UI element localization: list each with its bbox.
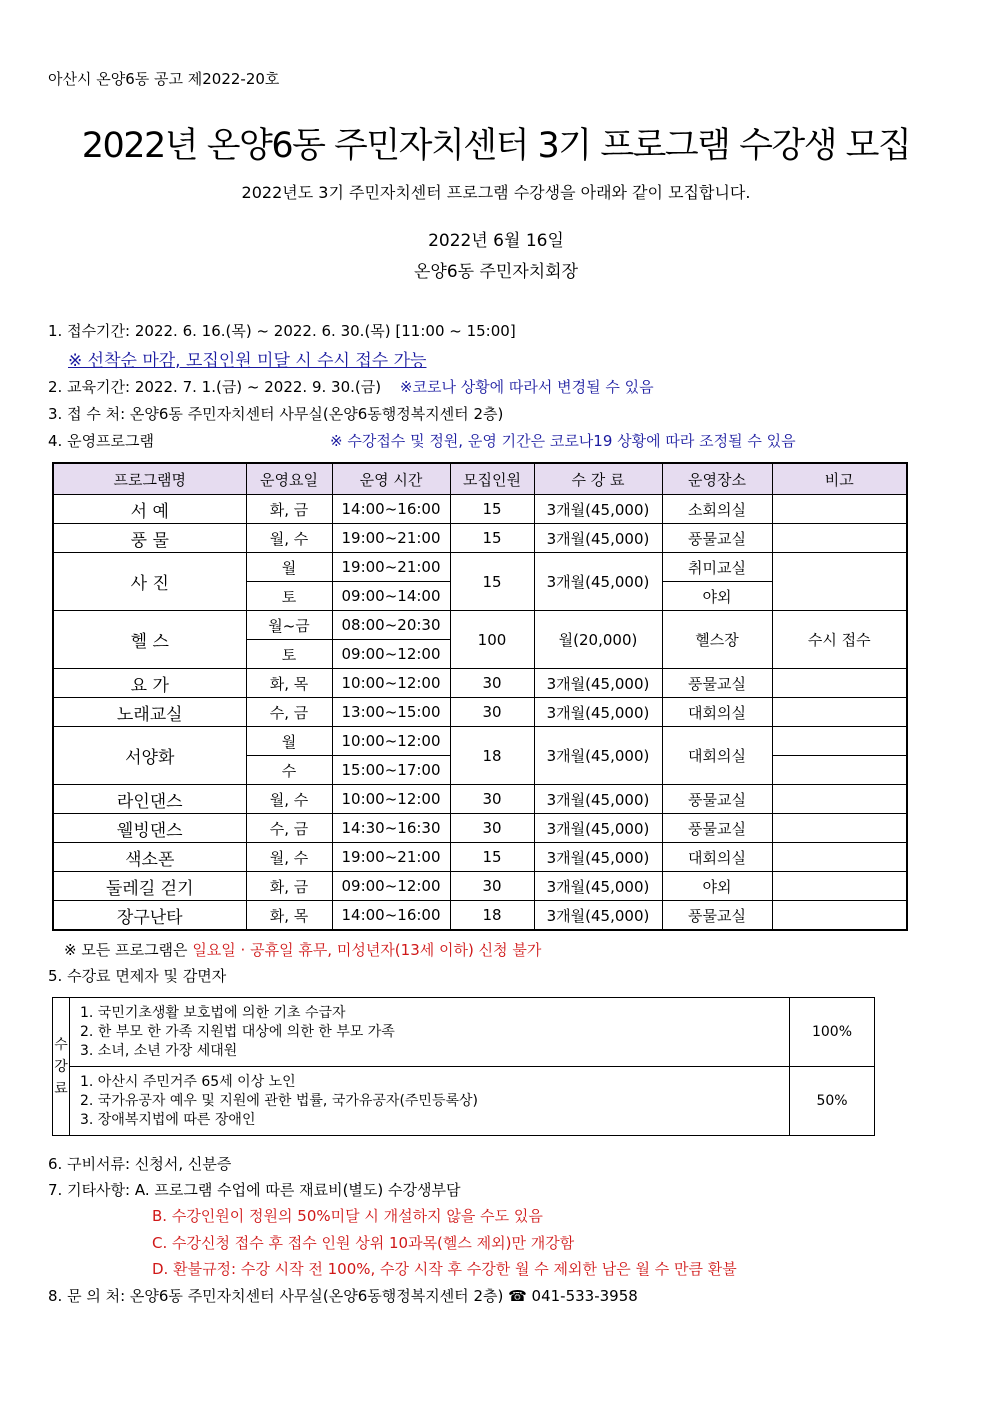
- program-name: 색소폰: [53, 843, 246, 872]
- program-time: 08:00~20:30: [332, 611, 450, 640]
- program-name: 웰빙댄스: [53, 814, 246, 843]
- fee-label-char: 강: [54, 1058, 68, 1075]
- fee-group-full: [70, 998, 790, 1067]
- program-place: 헬스장: [662, 611, 772, 669]
- program-capacity: 15: [450, 495, 534, 524]
- program-capacity: 18: [450, 901, 534, 931]
- program-name: 서 예: [53, 495, 246, 524]
- program-capacity: 18: [450, 727, 534, 785]
- program-general-note: [64, 939, 541, 960]
- list-item: 2. 한 부모 한 가족 지원법 대상에 의한 한 부모 가족: [80, 1023, 395, 1040]
- program-day: 월, 수: [246, 785, 332, 814]
- program-note: [772, 785, 907, 814]
- program-place: 풍물교실: [662, 901, 772, 931]
- col-header-fee: 수 강 료: [534, 463, 662, 495]
- col-header-day: 운영요일: [246, 463, 332, 495]
- program-day: 수: [246, 756, 332, 785]
- program-fee: 월(20,000): [534, 611, 662, 669]
- col-header-time: 운영 시간: [332, 463, 450, 495]
- table-row: [53, 1067, 875, 1136]
- program-note: [772, 901, 907, 931]
- program-note: [772, 727, 907, 756]
- program-note-highlight: 일요일 · 공휴일 휴무, 미성년자(13세 이하) 신청 불가: [192, 941, 542, 959]
- program-name: 노래교실: [53, 698, 246, 727]
- program-fee: 3개월(45,000): [534, 495, 662, 524]
- item-required-documents: 6. 구비서류: 신청서, 신분증: [48, 1155, 232, 1173]
- program-name: 사 진: [53, 553, 246, 611]
- program-day: 토: [246, 640, 332, 669]
- table-row: [53, 727, 907, 756]
- program-day: 화, 목: [246, 901, 332, 931]
- program-fee: 3개월(45,000): [534, 553, 662, 611]
- program-day: 토: [246, 582, 332, 611]
- table-row: [53, 553, 907, 582]
- item-reception-place: 3. 접 수 처: 온양6동 주민자치센터 사무실(온양6동행정복지센터 2층): [48, 405, 504, 423]
- item-education-period: [48, 376, 654, 397]
- program-time: 19:00~21:00: [332, 524, 450, 553]
- program-time: 10:00~12:00: [332, 727, 450, 756]
- program-note: [772, 756, 907, 785]
- item-contact: 8. 문 의 처: 온양6동 주민자치센터 사무실(온양6동행정복지센터 2층) ☎ 041-533-3958: [48, 1287, 638, 1305]
- item-other-c: C. 수강신청 접수 후 접수 인원 상위 10과목(헬스 제외)만 개강함: [152, 1234, 575, 1252]
- program-fee: 3개월(45,000): [534, 698, 662, 727]
- program-place: 풍물교실: [662, 524, 772, 553]
- program-time: 10:00~12:00: [332, 669, 450, 698]
- program-time: 09:00~12:00: [332, 640, 450, 669]
- program-fee: 3개월(45,000): [534, 727, 662, 785]
- program-note: 수시 접수: [772, 611, 907, 669]
- program-day: 수, 금: [246, 698, 332, 727]
- item-reception-period: 1. 접수기간: 2022. 6. 16.(목) ~ 2022. 6. 30.(목) [11:00 ~ 15:00]: [48, 322, 516, 340]
- program-time: 15:00~17:00: [332, 756, 450, 785]
- program-name: 라인댄스: [53, 785, 246, 814]
- program-place: 야외: [662, 582, 772, 611]
- program-capacity: 100: [450, 611, 534, 669]
- issuer: 온양6동 주민자치회장: [413, 262, 579, 282]
- program-capacity: 30: [450, 872, 534, 901]
- program-fee: 3개월(45,000): [534, 872, 662, 901]
- program-time: 09:00~12:00: [332, 872, 450, 901]
- program-note: [772, 843, 907, 872]
- col-header-note: 비고: [772, 463, 907, 495]
- program-time: 19:00~21:00: [332, 553, 450, 582]
- col-header-place: 운영장소: [662, 463, 772, 495]
- program-time: 09:00~14:00: [332, 582, 450, 611]
- education-period-text: 2. 교육기간: 2022. 7. 1.(금) ~ 2022. 9. 30.(금): [48, 378, 382, 396]
- list-item: 2. 국가유공자 예우 및 지원에 관한 법률, 국가유공자(주민등록상): [80, 1092, 478, 1109]
- item-fee-exemption: 5. 수강료 면제자 및 감면자: [48, 967, 227, 985]
- list-item: 1. 아산시 주민거주 65세 이상 노인: [80, 1073, 296, 1090]
- program-fee: 3개월(45,000): [534, 843, 662, 872]
- list-item: 3. 소녀, 소년 가장 세대원: [80, 1042, 238, 1059]
- program-capacity: 30: [450, 785, 534, 814]
- program-capacity: 15: [450, 553, 534, 611]
- table-row: [53, 669, 907, 698]
- fee-percent: 50%: [790, 1067, 875, 1136]
- program-fee: 3개월(45,000): [534, 669, 662, 698]
- program-place: 풍물교실: [662, 814, 772, 843]
- col-header-capacity: 모집인원: [450, 463, 534, 495]
- program-name: 장구난타: [53, 901, 246, 931]
- program-day: 수, 금: [246, 814, 332, 843]
- program-fee: 3개월(45,000): [534, 901, 662, 931]
- program-place: 대회의실: [662, 843, 772, 872]
- item-programs-note: ※ 수강접수 및 정원, 운영 기간은 코로나19 상황에 따라 조정될 수 있음: [330, 432, 796, 450]
- list-item: 3. 장애복지법에 따른 장애인: [80, 1111, 256, 1128]
- table-row: [53, 495, 907, 524]
- table-row: [53, 611, 907, 640]
- col-header-program: 프로그램명: [53, 463, 246, 495]
- table-row: [53, 843, 907, 872]
- page-title: 2022년 온양6동 주민자치센터 3기 프로그램 수강생 모집: [81, 126, 911, 166]
- fee-label: [53, 998, 70, 1136]
- item-reception-note: ※ 선착순 마감, 모집인원 미달 시 수시 접수 가능: [68, 351, 427, 371]
- fee-group-half: [70, 1067, 790, 1136]
- program-day: 화, 목: [246, 669, 332, 698]
- program-day: 월, 수: [246, 843, 332, 872]
- program-note-prefix: ※ 모든 프로그램은: [64, 941, 193, 959]
- program-place: 소회의실: [662, 495, 772, 524]
- program-day: 월~금: [246, 611, 332, 640]
- program-fee: 3개월(45,000): [534, 524, 662, 553]
- education-period-note: ※코로나 상황에 따라서 변경될 수 있음: [399, 378, 654, 396]
- table-header-row: [53, 463, 907, 495]
- program-capacity: 15: [450, 843, 534, 872]
- item-programs-heading: 4. 운영프로그램: [48, 432, 155, 450]
- program-place: 풍물교실: [662, 785, 772, 814]
- program-fee: 3개월(45,000): [534, 814, 662, 843]
- program-capacity: 30: [450, 698, 534, 727]
- program-note: [772, 698, 907, 727]
- item-other-a: 7. 기타사항: A. 프로그램 수업에 따른 재료비(별도) 수강생부담: [48, 1181, 461, 1199]
- program-day: 화, 금: [246, 495, 332, 524]
- program-note: [772, 495, 907, 524]
- fee-exemption-table: [52, 997, 875, 1136]
- table-row: [53, 524, 907, 553]
- table-row: [53, 872, 907, 901]
- item-other-b: B. 수강인원이 정원의 50%미달 시 개설하지 않을 수도 있음: [152, 1207, 543, 1225]
- table-row: [53, 698, 907, 727]
- program-capacity: 30: [450, 814, 534, 843]
- program-note: [772, 553, 907, 611]
- program-name: 풍 물: [53, 524, 246, 553]
- program-name: 서양화: [53, 727, 246, 785]
- program-capacity: 30: [450, 669, 534, 698]
- program-name: 요 가: [53, 669, 246, 698]
- table-row: [53, 998, 875, 1067]
- program-time: 13:00~15:00: [332, 698, 450, 727]
- program-day: 화, 금: [246, 872, 332, 901]
- program-note: [772, 524, 907, 553]
- program-table: [52, 462, 908, 931]
- program-time: 14:00~16:00: [332, 495, 450, 524]
- program-note: [772, 872, 907, 901]
- program-day: 월: [246, 727, 332, 756]
- table-row: [53, 785, 907, 814]
- program-fee: 3개월(45,000): [534, 785, 662, 814]
- program-time: 14:00~16:00: [332, 901, 450, 931]
- announcement-date: 2022년 6월 16일: [428, 231, 564, 251]
- program-note: [772, 814, 907, 843]
- program-place: 대회의실: [662, 698, 772, 727]
- fee-percent: 100%: [790, 998, 875, 1067]
- fee-label-char: 료: [54, 1080, 68, 1097]
- program-time: 10:00~12:00: [332, 785, 450, 814]
- program-time: 19:00~21:00: [332, 843, 450, 872]
- program-name: 둘레길 걷기: [53, 872, 246, 901]
- notice-number: 아산시 온양6동 공고 제2022-20호: [48, 70, 280, 88]
- item-other-d: D. 환불규정: 수강 시작 전 100%, 수강 시작 후 수강한 월 수 제외한 남은 월 수 만큼 환불: [152, 1260, 737, 1278]
- page-subtitle: 2022년도 3기 주민자치센터 프로그램 수강생을 아래와 같이 모집합니다.: [241, 183, 751, 202]
- fee-label-char: 수: [54, 1036, 68, 1053]
- program-day: 월, 수: [246, 524, 332, 553]
- table-row: [53, 814, 907, 843]
- program-place: 대회의실: [662, 727, 772, 785]
- program-place: 풍물교실: [662, 669, 772, 698]
- program-day: 월: [246, 553, 332, 582]
- table-row: [53, 901, 907, 931]
- program-time: 14:30~16:30: [332, 814, 450, 843]
- program-place: 취미교실: [662, 553, 772, 582]
- program-note: [772, 669, 907, 698]
- program-capacity: 15: [450, 524, 534, 553]
- list-item: 1. 국민기초생활 보호법에 의한 기초 수급자: [80, 1004, 346, 1021]
- program-name: 헬 스: [53, 611, 246, 669]
- program-place: 야외: [662, 872, 772, 901]
